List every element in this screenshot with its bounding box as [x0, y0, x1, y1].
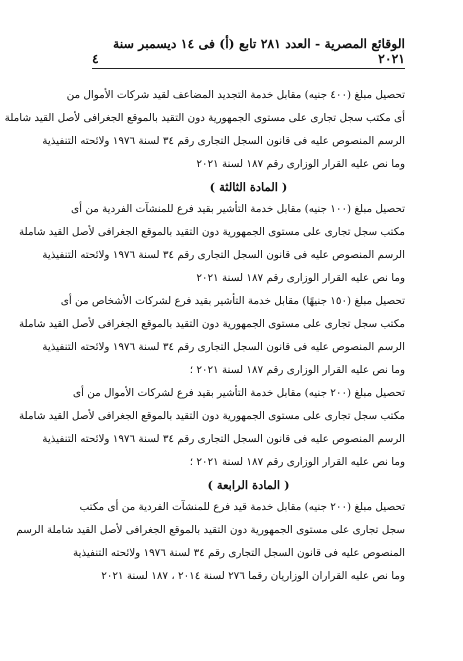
- text-line: مكتب سجل تجارى على مستوى الجمهورية دون التقيد بالموقع الجغرافى لأصل القيد شاملة: [18, 410, 405, 422]
- text-line: الرسم المنصوص عليه فى قانون السجل التجارى رقم ٣٤ لسنة ١٩٧٦ ولائحته التنفيذية: [42, 341, 405, 353]
- page-number: ٤: [92, 51, 99, 66]
- running-header: [92, 36, 405, 66]
- text-line: الرسم المنصوص عليه فى قانون السجل التجارى رقم ٣٤ لسنة ١٩٧٦ ولائحته التنفيذية: [42, 135, 405, 147]
- paragraph: [18, 382, 405, 474]
- text-line: سجل تجارى على مستوى الجمهورية دون التقيد بالموقع الجغرافى لأصل القيد شاملة الرسم: [16, 524, 405, 536]
- text-line: وما نص عليه القراران الوزاريان رقما ٢٧٦ لسنة ٢٠١٤ ، ١٨٧ لسنة ٢٠٢١: [101, 570, 405, 582]
- text-line: تحصيل مبلغ (١٥٠ جنيهًا) مقابل خدمة التأشير بقيد فرع لشركات الأشخاص من أى: [60, 295, 405, 307]
- text-line: المنصوص عليه فى قانون السجل التجارى رقم ٣٤ لسنة ١٩٧٦ ولائحته التنفيذية: [72, 547, 405, 559]
- header-title: الوقائع المصرية - العدد ٢٨١ تابع (أ) فى ١٤ ديسمبر سنة ٢٠٢١: [113, 36, 405, 66]
- paragraph: [4, 84, 405, 176]
- text-line: مكتب سجل تجارى على مستوى الجمهورية دون التقيد بالموقع الجغرافى لأصل القيد شاملة: [18, 226, 405, 238]
- text-line: وما نص عليه القرار الوزارى رقم ١٨٧ لسنة ٢٠٢١ ؛: [189, 456, 405, 468]
- article-heading: ( المادة الثالثة ): [209, 180, 288, 194]
- text-line: تحصيل مبلغ (٢٠٠ جنيه) مقابل خدمة قيد فرع للمنشآت الفردية من أى مكتب: [79, 501, 405, 513]
- paragraph: [18, 290, 405, 382]
- paragraph: [16, 496, 405, 588]
- text-line: أى مكتب سجل تجارى على مستوى الجمهورية دون التقيد بالموقع الجغرافى لأصل القيد شاملة: [4, 112, 405, 124]
- text-line: وما نص عليه القرار الوزارى رقم ١٨٧ لسنة ٢٠٢١ ؛: [189, 364, 405, 376]
- header-rule: [92, 68, 405, 69]
- paragraph: [18, 198, 405, 290]
- text-line: تحصيل مبلغ (٤٠٠ جنيه) مقابل خدمة التجديد المضاعف لقيد شركات الأموال من: [66, 89, 405, 101]
- text-line: تحصيل مبلغ (١٠٠ جنيه) مقابل خدمة التأشير بقيد فرع للمنشآت الفردية من أى: [71, 203, 405, 215]
- article-heading: ( المادة الرابعة ): [207, 478, 290, 492]
- text-line: وما نص عليه القرار الوزارى رقم ١٨٧ لسنة ٢٠٢١: [196, 272, 405, 284]
- text-line: وما نص عليه القرار الوزارى رقم ١٨٧ لسنة ٢٠٢١: [196, 158, 405, 170]
- text-line: مكتب سجل تجارى على مستوى الجمهورية دون التقيد بالموقع الجغرافى لأصل القيد شاملة: [18, 318, 405, 330]
- text-line: الرسم المنصوص عليه فى قانون السجل التجارى رقم ٣٤ لسنة ١٩٧٦ ولائحته التنفيذية: [42, 433, 405, 445]
- text-line: الرسم المنصوص عليه فى قانون السجل التجارى رقم ٣٤ لسنة ١٩٧٦ ولائحته التنفيذية: [42, 249, 405, 261]
- text-line: تحصيل مبلغ (٢٠٠ جنيه) مقابل خدمة التأشير بقيد فرع لشركات الأموال من أى: [72, 387, 405, 399]
- document-body: [4, 84, 405, 588]
